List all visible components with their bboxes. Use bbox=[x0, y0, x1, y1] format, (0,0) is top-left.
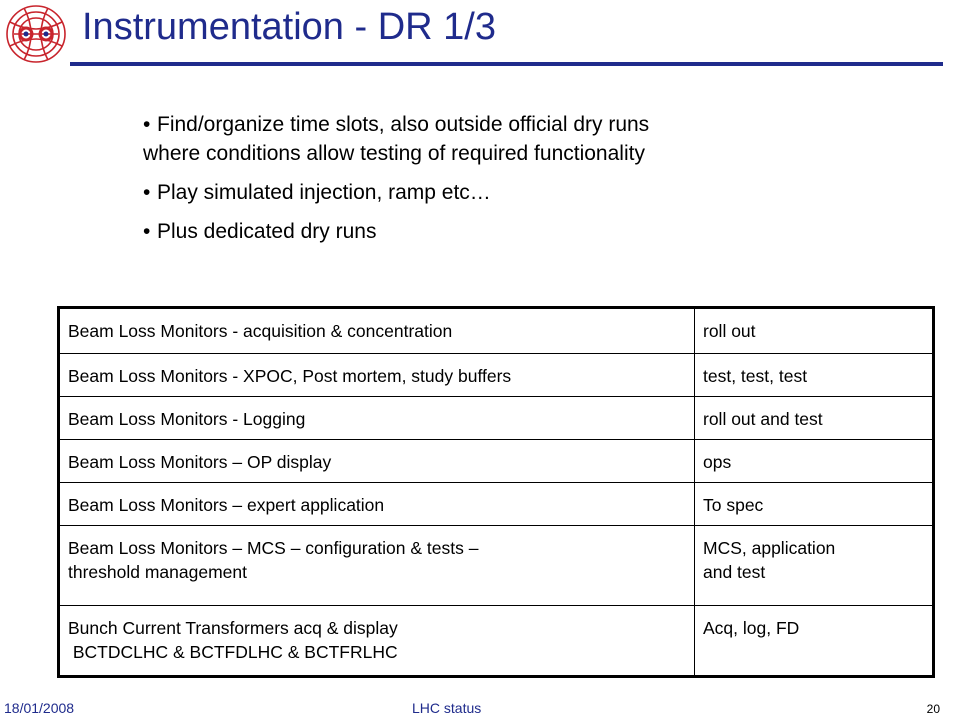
item-cell: Beam Loss Monitors - Logging bbox=[59, 397, 695, 440]
item-cell: Beam Loss Monitors - acquisition & concentration bbox=[59, 308, 695, 354]
footer-date: 18/01/2008 bbox=[4, 700, 75, 716]
footer-title: LHC status bbox=[412, 700, 482, 716]
status-cell: roll out and test bbox=[695, 397, 934, 440]
bullet-item: • Play simulated injection, ramp etc… bbox=[143, 181, 491, 204]
status-cell: test, test, test bbox=[695, 354, 934, 397]
item-cell: Beam Loss Monitors – expert application bbox=[59, 483, 695, 526]
status-cell: To spec bbox=[695, 483, 934, 526]
table-row bbox=[59, 397, 934, 440]
status-table bbox=[57, 306, 935, 678]
bullet-item: • Plus dedicated dry runs bbox=[143, 220, 377, 243]
table-row bbox=[59, 483, 934, 526]
bullet-item: • Find/organize time slots, also outside official dry runs where conditions allow testing of required functionality bbox=[143, 110, 863, 168]
item-cell: Beam Loss Monitors - XPOC, Post mortem, study buffers bbox=[59, 354, 695, 397]
status-cell: Acq, log, FD bbox=[695, 606, 934, 677]
table-row bbox=[59, 308, 934, 354]
lhc-logo bbox=[4, 2, 68, 66]
item-cell: Bunch Current Transformers acq & display BCTDCLHC & BCTFDLHC & BCTFRLHC bbox=[59, 606, 695, 677]
item-cell: Beam Loss Monitors – MCS – configuration & tests – threshold management bbox=[59, 526, 695, 606]
status-cell: MCS, application and test bbox=[695, 526, 934, 606]
lhc-logo-icon bbox=[4, 2, 68, 66]
table-row bbox=[59, 354, 934, 397]
bullet-text: Plus dedicated dry runs bbox=[157, 220, 377, 243]
status-cell: roll out bbox=[695, 308, 934, 354]
page-number: 20 bbox=[926, 702, 940, 716]
slide-title: Instrumentation - DR 1/3 bbox=[82, 6, 496, 48]
table-row bbox=[59, 606, 934, 677]
bullet-list bbox=[143, 110, 863, 256]
bullet-text-continued: where conditions allow testing of required functionality bbox=[143, 142, 645, 165]
table-row bbox=[59, 526, 934, 606]
item-cell: Beam Loss Monitors – OP display bbox=[59, 440, 695, 483]
status-cell: ops bbox=[695, 440, 934, 483]
bullet-text: Find/organize time slots, also outside official dry runs bbox=[157, 113, 650, 136]
bullet-text: Play simulated injection, ramp etc… bbox=[157, 181, 491, 204]
table-row bbox=[59, 440, 934, 483]
title-underline bbox=[70, 62, 943, 66]
